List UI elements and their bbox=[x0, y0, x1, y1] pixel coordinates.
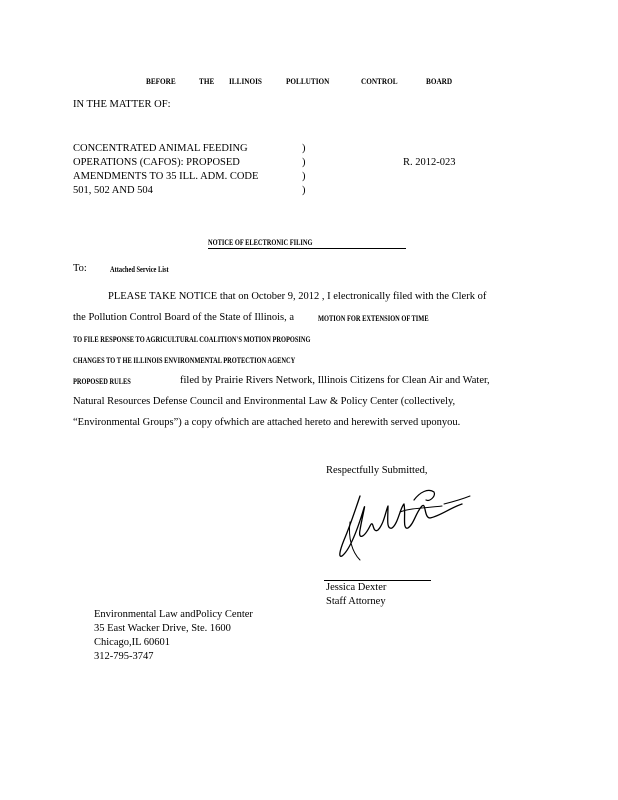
caption-paren: ) bbox=[302, 185, 306, 196]
docket-number: R. 2012-023 bbox=[403, 157, 456, 168]
signature-line bbox=[324, 580, 431, 581]
caption-line: 501, 502 AND 504 bbox=[73, 185, 153, 196]
caption-paren: ) bbox=[302, 157, 306, 168]
motion-title: CHANGES TO T HE ILLINOIS ENVIRONMENTAL PROTECTION AGENCY bbox=[73, 356, 296, 365]
caption-line: AMENDMENTS TO 35 ILL. ADM. CODE bbox=[73, 171, 259, 182]
handwritten-signature bbox=[330, 478, 480, 564]
motion-title: PROPOSED RULES bbox=[73, 377, 131, 386]
body-line: Natural Resources Defense Council and Environmental Law & Policy Center (collectively, bbox=[73, 396, 456, 407]
header-word: BOARD bbox=[426, 76, 453, 86]
header-word: POLLUTION bbox=[286, 76, 330, 86]
in-the-matter: IN THE MATTER OF: bbox=[73, 99, 171, 110]
address-line: Chicago,IL 60601 bbox=[94, 637, 171, 648]
body-line: “Environmental Groups”) a copy ofwhich are attached hereto and herewith served uponyou. bbox=[73, 417, 461, 428]
signer-name: Jessica Dexter bbox=[326, 582, 387, 593]
address-line: Environmental Law andPolicy Center bbox=[94, 609, 253, 620]
body-line: the Pollution Control Board of the State of Illinois, a bbox=[73, 312, 295, 323]
notice-title-underline bbox=[208, 248, 406, 249]
notice-title: NOTICE OF ELECTRONIC FILING bbox=[208, 238, 313, 247]
motion-title: MOTION FOR EXTENSION OF TIME bbox=[318, 314, 429, 323]
caption-paren: ) bbox=[302, 171, 306, 182]
header-word: THE bbox=[199, 76, 215, 86]
motion-title: TO FILE RESPONSE TO AGRICULTURAL COALITION'S MOTION PROPOSING bbox=[73, 335, 311, 344]
to-value: Attached Service List bbox=[110, 265, 169, 274]
to-label: To: bbox=[73, 263, 87, 274]
caption-paren: ) bbox=[302, 143, 306, 154]
header-word: BEFORE bbox=[146, 76, 176, 86]
signer-title: Staff Attorney bbox=[326, 596, 386, 607]
phone-number: 312-795-3747 bbox=[94, 651, 154, 662]
body-line: filed by Prairie Rivers Network, Illinois Citizens for Clean Air and Water, bbox=[180, 375, 490, 386]
caption-line: CONCENTRATED ANIMAL FEEDING bbox=[73, 143, 248, 154]
header-word: ILLINOIS bbox=[229, 76, 262, 86]
caption-line: OPERATIONS (CAFOS): PROPOSED bbox=[73, 157, 240, 168]
body-line: PLEASE TAKE NOTICE that on October 9, 2012 , I electronically filed with the Clerk of bbox=[108, 291, 487, 302]
address-line: 35 East Wacker Drive, Ste. 1600 bbox=[94, 623, 231, 634]
closing: Respectfully Submitted, bbox=[326, 465, 428, 476]
header-word: CONTROL bbox=[361, 76, 398, 86]
